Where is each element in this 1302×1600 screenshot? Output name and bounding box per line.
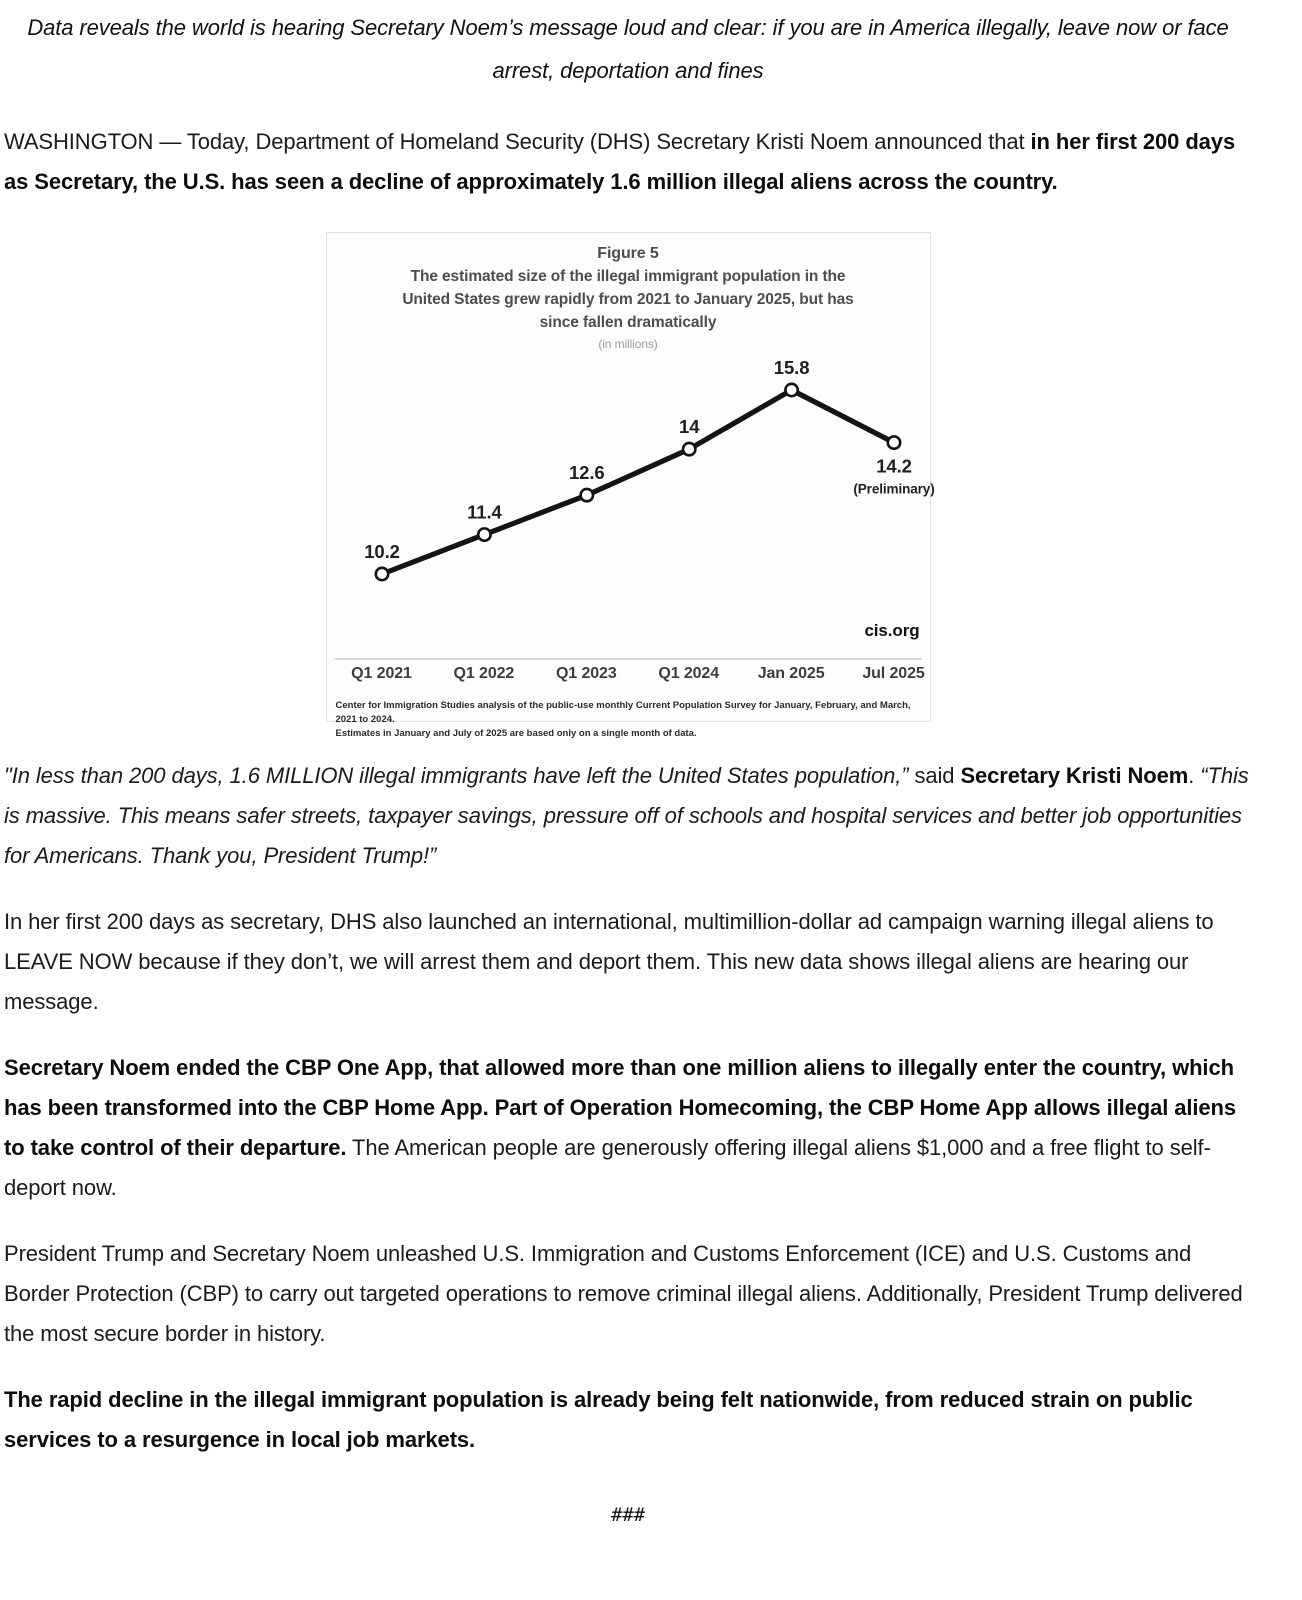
text-segment: The American people are generously offering illegal aliens $1,000 and a free flight to self-deport now.: [4, 1135, 1211, 1200]
text-segment: in her first 200 days as Secretary, the U.S. has seen a decline of approximately 1.6 million illegal aliens across the country.: [4, 129, 1236, 194]
figure-label: Figure 5: [597, 245, 659, 262]
paragraph-ice-cbp: [4, 1234, 1252, 1354]
text-segment: Secretary Kristi Noem: [960, 763, 1189, 788]
x-axis-label: Jul 2025: [862, 665, 925, 682]
chart-footnote-line: Center for Immigration Studies analysis of the public-use monthly Current Population Survey for January, February, and March, 2021 to 2024.: [335, 700, 911, 725]
data-point-annotation: (Preliminary): [852, 481, 935, 497]
text-segment: The rapid decline in the illegal immigrant population is already being felt nationwide, from reduced strain on public services to a resurgence in local job markets.: [4, 1387, 1193, 1452]
paragraph-rapid-decline: [4, 1380, 1252, 1460]
x-axis-label: Jan 2025: [757, 665, 825, 682]
chart-title: The estimated size of the illegal immigrant population in the United States grew rapidly from 2021 to January 2025, but has since fallen dramatically: [402, 268, 854, 331]
data-point-label: 10.2: [363, 541, 400, 562]
text-segment: In her first 200 days as secretary, DHS also launched an international, multimillion-dollar ad campaign warning illegal aliens to LEAVE NOW because if they don’t, we will arrest them and deport them. This new data shows illegal aliens are hearing our message.: [4, 909, 1214, 1014]
paragraph-ad-campaign: [4, 902, 1252, 1022]
data-point-marker: [785, 384, 797, 396]
data-point-label: 15.8: [773, 357, 809, 378]
paragraph-quote: [4, 756, 1252, 876]
trend-line: [382, 390, 894, 574]
chart-title-block: [327, 233, 930, 353]
text-segment: Secretary Noem ended the CBP One App, that allowed more than one million aliens to illegally enter the country, which has been transformed into the CBP Home App. Part of Operation Homecoming, the CBP Home App allows illegal aliens to take control of their departure.: [4, 1055, 1237, 1160]
paragraph-dateline: [4, 122, 1252, 202]
subheadline: Data reveals the world is hearing Secretary Noem’s message loud and clear: if you are in America illegally, leave now or face arrest, deportation and fines: [27, 15, 1229, 83]
chart-units-note: (in millions): [598, 337, 658, 351]
data-point-marker: [375, 568, 387, 580]
text-segment: .: [1188, 763, 1201, 788]
paragraph-cbp-home-app: [4, 1048, 1252, 1208]
data-point-marker: [580, 489, 592, 501]
x-axis-label: Q1 2021: [351, 665, 412, 682]
text-segment: “This is massive. This means safer streets, taxpayer savings, pressure off of schools and hospital services and better job opportunities for Americans. Thank you, President Trump!”: [4, 763, 1249, 868]
x-axis-label: Q1 2022: [453, 665, 515, 682]
data-point-label: 14.2: [875, 455, 912, 477]
x-axis-line: [335, 658, 922, 660]
text-segment: President Trump and Secretary Noem unleashed U.S. Immigration and Customs Enforcement (ICE) and U.S. Customs and Border Protection (CBP) to carry out targeted operations to remove criminal illegal aliens. Additionally, President Trump delivered the most secure border in history.: [4, 1241, 1243, 1346]
x-axis: [327, 664, 932, 686]
text-segment: "In less than 200 days, 1.6 MILLION illegal immigrants have left the United States population,”: [4, 763, 909, 788]
end-mark: ###: [610, 1504, 646, 1526]
data-point-label: 11.4: [466, 501, 502, 523]
text-segment: said: [908, 763, 961, 788]
chart-footnote: [336, 699, 930, 741]
data-point-marker: [478, 528, 490, 540]
chart-footnote-line: Estimates in January and July of 2025 are based only on a single month of data.: [335, 728, 697, 739]
figure-5-chart: [326, 232, 935, 739]
data-point-marker: [683, 443, 695, 455]
data-point-label: 14: [678, 416, 699, 438]
x-axis-label: Q1 2024: [658, 665, 720, 682]
source-cis-org: cis.org: [864, 621, 920, 640]
x-axis-label: Q1 2023: [555, 665, 617, 682]
data-point-marker: [887, 436, 899, 448]
data-point-label: 12.6: [568, 462, 605, 484]
text-segment: WASHINGTON — Today, Department of Homeland Security (DHS) Secretary Kristi Noem announced that: [4, 129, 1031, 154]
